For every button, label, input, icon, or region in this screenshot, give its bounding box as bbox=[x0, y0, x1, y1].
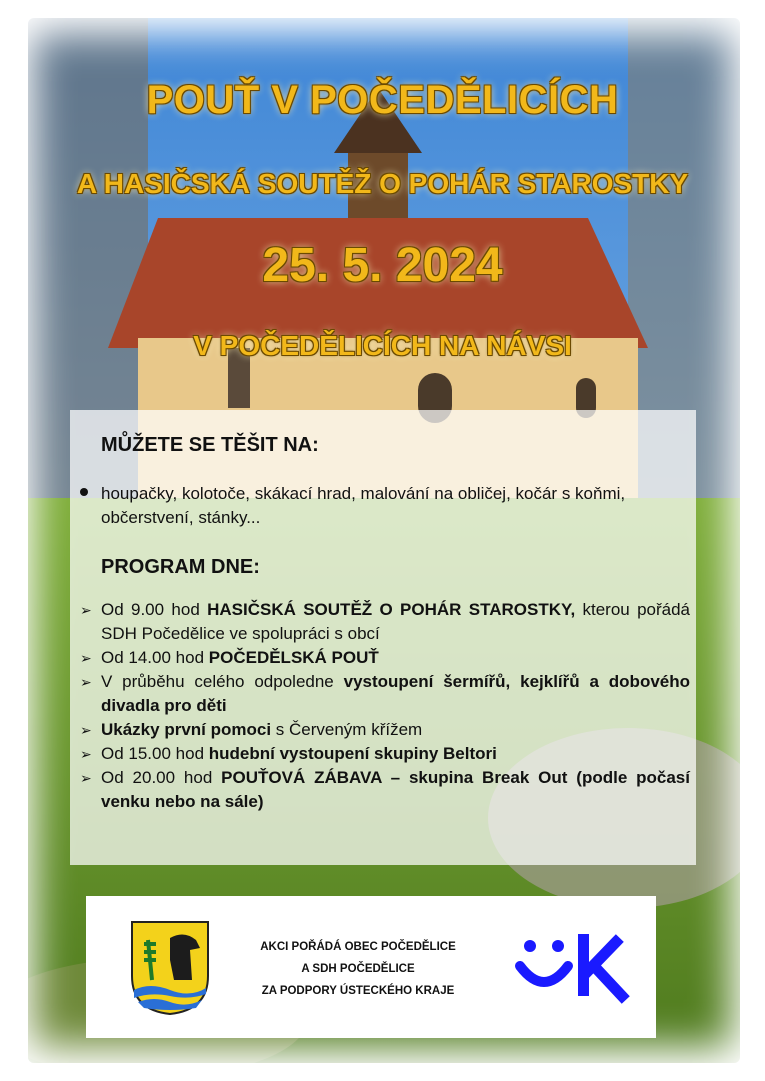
program-item bbox=[80, 718, 690, 742]
program-heading: PROGRAM DNE: bbox=[101, 556, 260, 578]
arrow-icon: ➢ bbox=[80, 602, 92, 618]
poster-subtitle: A HASIČSKÁ SOUTĚŽ O POHÁR STAROSTKY bbox=[76, 168, 689, 199]
organizer-line: A SDH POČEDĚLICE bbox=[301, 963, 415, 975]
program-item-text: Od 15.00 hod bbox=[101, 744, 209, 763]
event-location: V POČEDĚLICÍCH NA NÁVSI bbox=[193, 330, 572, 361]
footer-box bbox=[86, 896, 656, 1038]
program-item-text: Od 14.00 hod bbox=[101, 648, 209, 667]
arrow-icon: ➢ bbox=[80, 722, 92, 738]
program-item-text: Od 9.00 hod bbox=[101, 600, 208, 619]
program-item-bold: Ukázky první pomoci bbox=[101, 720, 272, 739]
usti-region-logo-icon bbox=[512, 924, 632, 1004]
organizer-line: AKCI POŘÁDÁ OBEC POČEDĚLICE bbox=[260, 941, 456, 953]
look-forward-item: houpačky, kolotoče, skákací hrad, malování na obličej, kočár s koňmi, občerstvení, stánky... bbox=[101, 484, 626, 527]
program-item bbox=[80, 598, 690, 646]
look-forward-heading: MŮŽETE SE TĚŠIT NA: bbox=[101, 434, 319, 456]
program-item-text: V průběhu celého odpoledne bbox=[101, 672, 344, 691]
arrow-icon: ➢ bbox=[80, 770, 92, 786]
program-item bbox=[80, 670, 690, 718]
program-item-text: kterou pořádá SDH Počedělice ve spolupráci s obcí bbox=[101, 600, 690, 643]
program-item-bold: hudební vystoupení skupiny Beltori bbox=[208, 744, 497, 763]
program-item bbox=[80, 766, 690, 814]
arrow-icon: ➢ bbox=[80, 650, 92, 666]
bullet-dot bbox=[80, 488, 88, 496]
organizer-line: ZA PODPORY ÚSTECKÉHO KRAJE bbox=[261, 985, 455, 997]
municipality-crest-icon bbox=[130, 920, 210, 1016]
program-item-text: s Červeným křížem bbox=[271, 720, 423, 739]
arrow-icon: ➢ bbox=[80, 746, 92, 762]
program-list bbox=[80, 598, 690, 814]
arrow-icon: ➢ bbox=[80, 674, 92, 690]
organizer-text bbox=[234, 936, 482, 1002]
program-item-bold: POČEDĚLSKÁ POUŤ bbox=[208, 648, 379, 667]
program-item-bold: POUŤOVÁ ZÁBAVA – skupina Break Out (podle počasí venku nebo na sále) bbox=[101, 768, 690, 811]
event-date: 25. 5. 2024 bbox=[262, 239, 503, 292]
program-item bbox=[80, 742, 690, 766]
program-item-bold: HASIČSKÁ SOUTĚŽ O POHÁR STAROSTKY, bbox=[207, 600, 576, 619]
program-item-text: Od 20.00 hod bbox=[101, 768, 222, 787]
program-item bbox=[80, 646, 690, 670]
poster-title: POUŤ V POČEDĚLICÍCH bbox=[146, 78, 619, 122]
program-item-bold: vystoupení šermířů, kejklířů a dobového divadla pro děti bbox=[101, 672, 690, 715]
